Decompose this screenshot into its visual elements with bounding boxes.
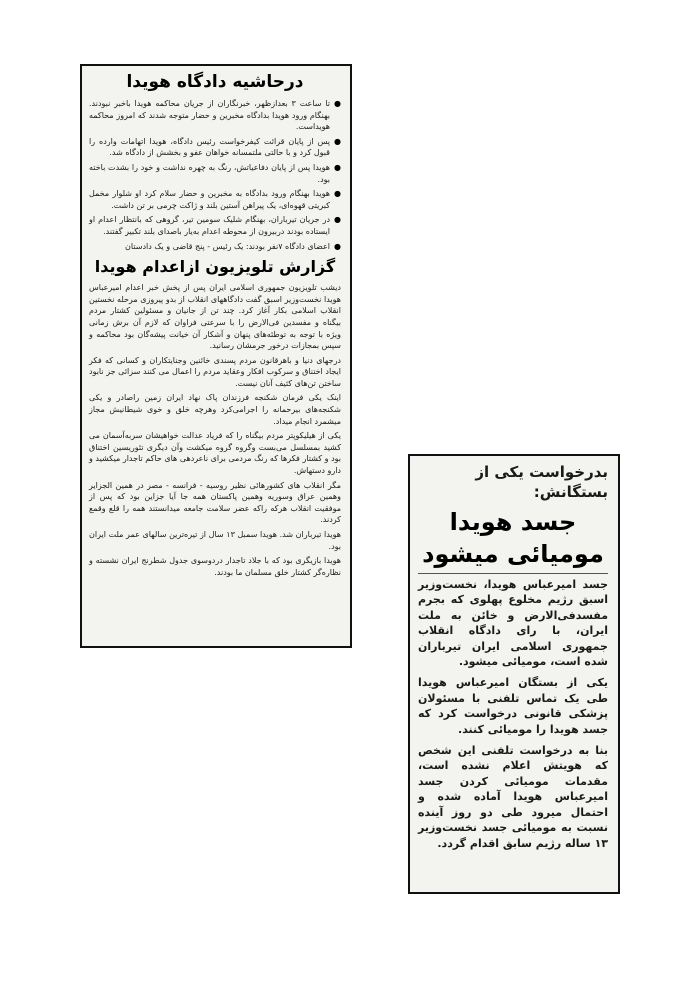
article-paragraph: مگر انقلاب های کشورهائی نظیر روسیه - فرانسه - مصر در همین الجزایر وهمین عراق وسوریه وهمین پاکستان همه جا آیا جزاین بود که پس از موفقیت انقلاب هرکه راکه عضر سلامت جامعه میدانستند همه را قلع وقمع کردند.: [89, 480, 341, 525]
bullet-item: ● در جریان تیرباران، بهنگام شلیک سومین تیر، گروهی که بانتظار اعدام او ایستاده بودند دربیرون از محوطه اعدام به‌یار باصدای بلند تکبیر گفتند.: [89, 214, 341, 237]
bullet-item: ● اعضای دادگاه ۷نفر بودند: یک رئیس - پنج قاضی و یک دادستان: [89, 241, 341, 253]
news-clipping-mummification: [408, 454, 620, 894]
tv-report-body: [89, 282, 341, 578]
article-paragraph: هویدا بازیگری بود که با جلاد تاجدار دردوسوی جدول شطرنج ایران نشسته و نظاره‌گر کشتار خلق مسلمان ما بودند.: [89, 556, 341, 577]
bullet-list: [89, 98, 341, 252]
bullet-item: ● پس از پایان قرائت کیفرخواست رئیس دادگاه، هویدا اتهامات وارده را قبول کرد و با حالتی ملتمسانه خواهان عفو و بخشش از دادگاه شد.: [89, 136, 341, 159]
divider: [418, 573, 608, 574]
bullet-item: ● هویدا بهنگام ورود بدادگاه به مخبرین و حضار سلام کرد او شلوار مخمل کبریتی قهوه‌ای، یک پیراهن آستین بلند و ژاکت چرمی بر تن داشت.: [89, 188, 341, 211]
article-paragraph: هویدا تیرباران شد. هویدا سمبل ۱۳ سال از تیره‌ترین سالهای عمر ملت ایران بود.: [89, 530, 341, 551]
tv-report-headline: گزارش تلویزیون ازاعدام هویدا: [94, 257, 336, 277]
article-paragraph: یکی از هیلیکوپتر مردم بیگناه را که فریاد عدالت خواهیشان سربه‌آسمان می کشید بمسلسل می‌بست وگروه گروه میکشت وآن دیگری تئوریسین اختناق بود و کشتار فکرها که رنگ مردمی برای ناعردهی های حاکم تاجدار میکشید و دارو دستهاش.: [89, 431, 341, 476]
article-paragraph: اینک یکی فرمان شکنجه فرزندان پاک نهاد ایران زمین راصادر و یکی شکنجه‌های بیرحمانه را اجرامی‌کرد وهرچه خلق و خوی شیطانیش مجاز میشمرد انجام میداد.: [89, 393, 341, 426]
bullet-item: ● هویدا پس از پایان دفاعیاتش، رنگ به چهره نداشت و خود را بشدت باخته بود.: [89, 162, 341, 185]
news-clipping-court-sidelines: [80, 64, 352, 648]
clipping-headline: جسد هویدا مومیائی میشود: [422, 508, 604, 568]
article-paragraph: دیشب تلویزیون جمهوری اسلامی ایران پس از پخش خبر اعدام امیرعباس هویدا نخست‌وزیر اسبق گفت دادگاههای انقلاب از بدو پیروزی مرحله نخستین انقلاب اسلامی بکار آغاز کرد. چند تن از جانیان و مسئولین کشتار مردم بیگناه و مفسدین فی‌الارض را با سرعتی فراوان که لازم آن برش زمانی ویژه با توجه به توطئه‌های پنهان و آشکار آن خیانت پیشه‌گان بود محاکمه و سپس بمجازات درخور جرمشان رسانید.: [89, 283, 341, 351]
bullet-item: ● تا ساعت ۳ بعدازظهر، خبرنگاران از جریان محاکمه هویدا باخبر نبودند. بهنگام ورود هویدا بدادگاه مخبرین و حضار متوجه شدند که امروز محاکمه هویداست.: [89, 98, 341, 133]
article-paragraph: جسد امیرعباس هویدا، نخست‌وزیر اسبق رژیم مخلوع پهلوی که بجرم مفسدفی‌الارض و خائن به ملت ایران، با رای دادگاه انقلاب جمهوری اسلامی ایران تیرباران شده است، مومیائی میشود.: [418, 578, 608, 669]
article-paragraph: بنا به درخواست تلفنی این شخص که هویتش اعلام نشده است، مقدمات مومیائی کردن جسد امیرعباس هویدا آماده شده و احتمال میرود طی دو روز آینده نسبت به مومیائی جسد نخست‌وزیر ۱۳ ساله رژیم سابق اقدام گردد.: [418, 744, 608, 850]
clipping-pre-title: بدرخواست یکی از بستگانش:: [475, 463, 608, 501]
clipping-headline: درحاشیه دادگاه هویدا: [126, 72, 304, 92]
article-paragraph: یکی از بستگان امیرعباس هویدا طی یک تماس تلفنی با مسئولان پزشکی قانونی درخواست کرد که جسد هویدا را مومیائی کنند.: [418, 676, 608, 736]
article-body: [418, 577, 608, 851]
article-paragraph: درجهای دنیا و باهرقانون مردم پسندی خائنین وجنایتکاران و کسانی که فکر ایجاد اختناق و سرکوب افکار وعقاید مردم را اعمال می کنند سزائی جز نابود ساختن تن‌های کثیف آنان نیست.: [89, 355, 341, 388]
